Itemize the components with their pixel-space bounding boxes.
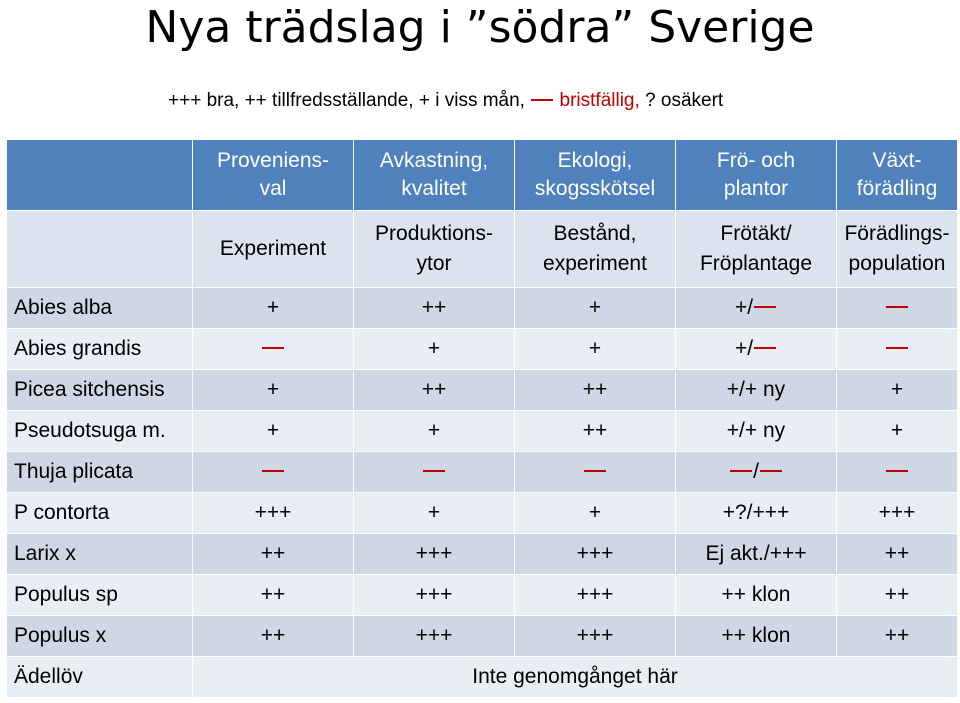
rating-cell bbox=[193, 411, 354, 452]
species-name: Ädellöv bbox=[7, 657, 193, 698]
rating-value: Ej akt./+++ bbox=[705, 542, 807, 565]
rating-legend bbox=[168, 88, 723, 114]
rating-cell bbox=[676, 370, 837, 411]
rating-cell bbox=[676, 493, 837, 534]
rating-value: ++ bbox=[884, 583, 910, 606]
table-row bbox=[7, 329, 958, 370]
rating-cell bbox=[193, 575, 354, 616]
poor-rating-dash-icon bbox=[730, 470, 752, 472]
species-name: Abies alba bbox=[7, 288, 193, 329]
poor-rating-dash-icon bbox=[754, 306, 776, 308]
table-row bbox=[7, 575, 958, 616]
rating-cell bbox=[837, 575, 958, 616]
legend-dash-label: bristfällig, bbox=[559, 90, 640, 111]
rating-value: +++ bbox=[576, 624, 614, 647]
rating-value: ++ bbox=[260, 624, 286, 647]
rating-cell bbox=[354, 534, 515, 575]
poor-rating-dash-icon bbox=[584, 470, 606, 472]
rating-cell bbox=[676, 534, 837, 575]
not-reviewed-note: Inte genomgånget här bbox=[193, 657, 958, 698]
rating-cell bbox=[515, 452, 676, 493]
species-name: Larix x bbox=[7, 534, 193, 575]
species-name: Thuja plicata bbox=[7, 452, 193, 493]
table-row bbox=[7, 370, 958, 411]
rating-value: +++ bbox=[415, 583, 453, 606]
header-cell: Växt- förädling bbox=[837, 140, 958, 211]
rating-value: ++ bbox=[421, 296, 447, 319]
rating-cell bbox=[193, 288, 354, 329]
header-cell: Avkastning, kvalitet bbox=[354, 140, 515, 211]
subheader-cell bbox=[7, 211, 193, 288]
rating-cell bbox=[515, 288, 676, 329]
rating-value: ++ bbox=[421, 378, 447, 401]
species-name: Populus x bbox=[7, 616, 193, 657]
table-row bbox=[7, 411, 958, 452]
rating-value: + bbox=[588, 501, 602, 524]
legend-suffix: ? osäkert bbox=[645, 90, 724, 111]
rating-value: +/ bbox=[734, 337, 754, 360]
rating-value: +/ bbox=[734, 296, 754, 319]
species-name: Abies grandis bbox=[7, 329, 193, 370]
rating-value: + bbox=[890, 419, 904, 442]
poor-rating-dash-icon bbox=[886, 470, 908, 472]
rating-value: ++ klon bbox=[721, 583, 791, 606]
subheader-cell: Bestånd, experiment bbox=[515, 211, 676, 288]
rating-value: + bbox=[266, 378, 280, 401]
header-cell: Ekologi, skogsskötsel bbox=[515, 140, 676, 211]
header-row-categories bbox=[7, 140, 958, 211]
table-row bbox=[7, 452, 958, 493]
rating-cell bbox=[837, 288, 958, 329]
subheader-cell: Förädlings- population bbox=[837, 211, 958, 288]
species-name: P contorta bbox=[7, 493, 193, 534]
rating-cell bbox=[676, 616, 837, 657]
rating-cell bbox=[193, 452, 354, 493]
rating-cell bbox=[837, 329, 958, 370]
rating-cell bbox=[837, 411, 958, 452]
rating-value: +++ bbox=[415, 624, 453, 647]
rating-value: ++ klon bbox=[721, 624, 791, 647]
rating-cell bbox=[193, 329, 354, 370]
rating-value: + bbox=[588, 337, 602, 360]
rating-value: + bbox=[427, 501, 441, 524]
rating-value: + bbox=[266, 419, 280, 442]
tree-species-table bbox=[6, 139, 958, 698]
rating-cell bbox=[515, 616, 676, 657]
subheader-cell: Produktions- ytor bbox=[354, 211, 515, 288]
rating-cell bbox=[515, 370, 676, 411]
poor-rating-dash-icon bbox=[886, 347, 908, 349]
rating-value: + bbox=[266, 296, 280, 319]
table-row bbox=[7, 493, 958, 534]
rating-value: + bbox=[427, 419, 441, 442]
table-row bbox=[7, 616, 958, 657]
rating-value: + bbox=[890, 378, 904, 401]
rating-value: +++ bbox=[576, 542, 614, 565]
rating-value: ++ bbox=[260, 542, 286, 565]
page-title: Nya trädslag i ”södra” Sverige bbox=[145, 2, 815, 53]
rating-cell bbox=[354, 575, 515, 616]
poor-rating-dash-icon bbox=[262, 347, 284, 349]
rating-cell bbox=[515, 329, 676, 370]
rating-cell bbox=[354, 411, 515, 452]
species-name: Populus sp bbox=[7, 575, 193, 616]
rating-value: +++ bbox=[415, 542, 453, 565]
subheader-cell: Experiment bbox=[193, 211, 354, 288]
rating-cell bbox=[837, 534, 958, 575]
rating-cell bbox=[676, 452, 837, 493]
rating-cell bbox=[515, 411, 676, 452]
rating-cell bbox=[515, 493, 676, 534]
header-row-sources bbox=[7, 211, 958, 288]
rating-value: +++ bbox=[254, 501, 292, 524]
rating-cell bbox=[193, 493, 354, 534]
rating-cell bbox=[354, 288, 515, 329]
rating-value: +++ bbox=[576, 583, 614, 606]
rating-cell bbox=[193, 370, 354, 411]
rating-cell bbox=[354, 370, 515, 411]
rating-cell bbox=[354, 493, 515, 534]
poor-rating-dash-icon bbox=[754, 347, 776, 349]
poor-rating-dash-icon bbox=[423, 470, 445, 472]
rating-cell bbox=[676, 411, 837, 452]
legend-dash-icon bbox=[531, 99, 553, 101]
rating-cell bbox=[676, 288, 837, 329]
rating-value: +++ bbox=[878, 501, 916, 524]
rating-value: + bbox=[588, 296, 602, 319]
poor-rating-dash-icon bbox=[262, 470, 284, 472]
rating-value: +/+ ny bbox=[726, 419, 786, 442]
rating-value: ++ bbox=[884, 624, 910, 647]
rating-cell bbox=[193, 534, 354, 575]
rating-value: ++ bbox=[582, 378, 608, 401]
rating-cell bbox=[193, 616, 354, 657]
rating-value: / bbox=[753, 460, 759, 483]
rating-cell bbox=[354, 329, 515, 370]
header-cell bbox=[7, 140, 193, 211]
rating-cell bbox=[837, 370, 958, 411]
poor-rating-dash-icon bbox=[760, 470, 782, 472]
header-cell: Frö- och plantor bbox=[676, 140, 837, 211]
rating-value: ++ bbox=[582, 419, 608, 442]
header-cell: Proveniens- val bbox=[193, 140, 354, 211]
rating-value: +?/+++ bbox=[722, 501, 790, 524]
species-name: Picea sitchensis bbox=[7, 370, 193, 411]
rating-cell bbox=[676, 575, 837, 616]
rating-value: ++ bbox=[260, 583, 286, 606]
table-row bbox=[7, 657, 958, 698]
rating-cell bbox=[837, 452, 958, 493]
rating-value: +/+ ny bbox=[726, 378, 786, 401]
poor-rating-dash-icon bbox=[886, 306, 908, 308]
legend-prefix: +++ bra, ++ tillfredsställande, + i viss mån, bbox=[168, 90, 525, 111]
rating-cell bbox=[515, 534, 676, 575]
rating-cell bbox=[354, 452, 515, 493]
rating-cell bbox=[515, 575, 676, 616]
subheader-cell: Frötäkt/ Fröplantage bbox=[676, 211, 837, 288]
table-row bbox=[7, 288, 958, 329]
table-row bbox=[7, 534, 958, 575]
species-name: Pseudotsuga m. bbox=[7, 411, 193, 452]
rating-cell bbox=[837, 616, 958, 657]
rating-value: + bbox=[427, 337, 441, 360]
rating-value: ++ bbox=[884, 542, 910, 565]
rating-cell bbox=[676, 329, 837, 370]
rating-cell bbox=[354, 616, 515, 657]
rating-cell bbox=[837, 493, 958, 534]
